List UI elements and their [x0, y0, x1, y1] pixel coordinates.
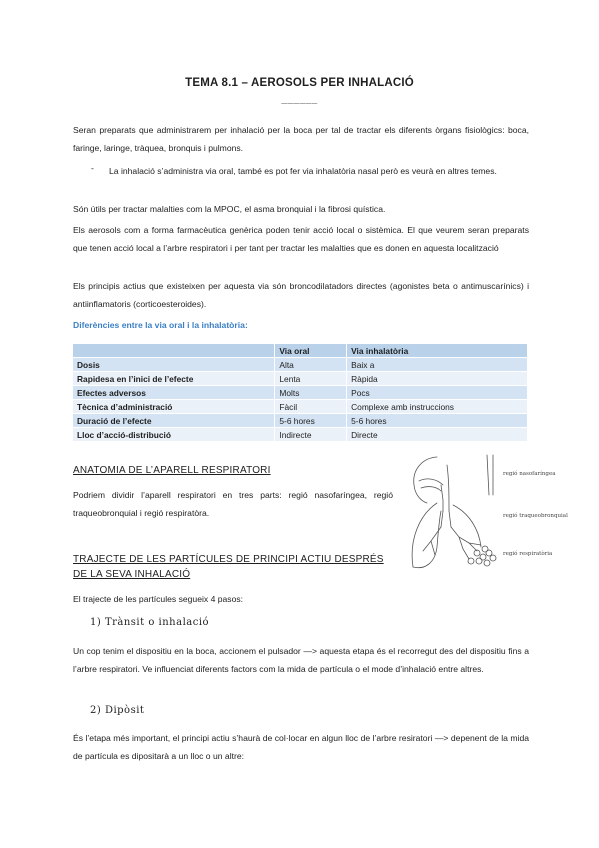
- alveoli-cluster: [468, 546, 496, 566]
- differences-table: [73, 344, 528, 442]
- trajectory-intro: El trajecte de les partícules segueix 4 pasos:: [73, 594, 244, 604]
- row-label: Tècnica d’administració: [73, 400, 275, 414]
- table-row: [73, 386, 528, 400]
- trachea: [441, 511, 451, 527]
- table-row: [73, 414, 528, 428]
- table-cell: Alta: [275, 358, 347, 372]
- left-lung: [412, 503, 441, 568]
- intro-paragraph-2: Són útils per tractar malalties com la MPOC, el asma bronquial i la fibrosi quística.: [73, 204, 386, 214]
- table-cell: 5-6 hores: [347, 414, 528, 428]
- table-cell: Pocs: [347, 386, 528, 400]
- pharynx: [441, 465, 449, 511]
- table-header-cell: Via inhalatòria: [347, 344, 528, 358]
- table-row: [73, 428, 528, 442]
- trajectory-heading-line-1: TRAJECTE DE LES PARTÍCULES DE PRINCIPI ACTIU DESPRÉS: [73, 554, 384, 565]
- row-label: Efectes adversos: [73, 386, 275, 400]
- row-label: Duració de l’efecte: [73, 414, 275, 428]
- step-2-text: És l’etapa més important, el principi actiu s’haurà de col·locar en algun lloc de l’arbre resiratori —> depenent de la mida de partícula es dipositarà a un lloc o un altre:: [73, 733, 529, 761]
- table-cell: Ràpida: [347, 372, 528, 386]
- intro-paragraph-3: Els aerosols com a forma farmacèutica genèrica poden tenir acció local o sistèmica. El que veurem seran preparats que tenen acció local a l’arbre respiratori i per tant per tractar les malalties que es donen en aquesta localització: [73, 225, 529, 253]
- diagram-label-respiratory: regió respiratòria: [503, 551, 553, 557]
- title-underline: ______: [281, 94, 318, 105]
- anatomy-text: Podriem dividir l’aparell respiratori en tres parts: regió nasofaríngea, regió traqueobronquial i regió respiratòra.: [73, 490, 393, 518]
- diagram-label-nasopharyngeal: regió nasofaríngea: [503, 471, 556, 477]
- bronchi: [423, 527, 481, 559]
- table-cell: Fàcil: [275, 400, 347, 414]
- table-cell: Molts: [275, 386, 347, 400]
- table-header-cell: [73, 344, 275, 358]
- nasal-cavity: [419, 479, 443, 491]
- page-title: TEMA 8.1 – AEROSOLS PER INHALACIÓ: [185, 77, 414, 89]
- intro-paragraph-1: Seran preparats que administrarem per inhalació per la boca per tal de tractar els diferents òrgans fisiològics: boca, faringe, laringe, tràquea, bronquis i pulmons.: [73, 125, 529, 153]
- table-header-row: [73, 344, 528, 358]
- table-cell: 5-6 hores: [275, 414, 347, 428]
- step-1-text: Un cop tenim el dispositiu en la boca, accionem el pulsador —> aquesta etapa és el recorregut des del dispositiu fins a l’arbre respiratori. Ve influenciat diferents factors com la mida de partícula o el mode d’inhalació entre altres.: [73, 646, 529, 674]
- table-cell: Indirecte: [275, 428, 347, 442]
- diagram-label-tracheobronchial: regió traqueobronquial: [503, 513, 568, 519]
- row-label: Rapidesa en l’inici de l’efecte: [73, 372, 275, 386]
- table-row: [73, 400, 528, 414]
- right-lung: [453, 505, 481, 547]
- bullet-marker: -: [91, 163, 94, 173]
- bullet-text: La inhalació s’administra via oral, també es pot fer via inhalatòria nasal però es veurà en altres temes.: [109, 166, 497, 176]
- differences-heading: Diferències entre la via oral i la inhalatòria:: [73, 320, 248, 330]
- row-label: Dosis: [73, 358, 275, 372]
- table-cell: Directe: [347, 428, 528, 442]
- table-row: [73, 358, 528, 372]
- trajectory-heading-line-2: DE LA SEVA INHALACIÓ: [73, 569, 191, 580]
- intro-paragraph-4: Els principis actius que existeixen per aquesta via són broncodilatadors directes (agonistes beta o antimuscarínics) i antiinflamatoris (corticoesteroides).: [73, 281, 529, 309]
- table-row: [73, 372, 528, 386]
- table-cell: Complexe amb instruccions: [347, 400, 528, 414]
- step-2-title: 2) Dipòsit: [90, 705, 145, 716]
- respiratory-tract-diagram: [397, 455, 568, 585]
- table-cell: Baix a: [347, 358, 528, 372]
- airway-line: [487, 455, 493, 495]
- table-header-cell: Via oral: [275, 344, 347, 358]
- table-cell: Lenta: [275, 372, 347, 386]
- step-1-title: 1) Trànsit o inhalació: [90, 617, 210, 628]
- row-label: Lloc d’acció-distribució: [73, 428, 275, 442]
- anatomy-heading: ANATOMIA DE L’APARELL RESPIRATORI: [73, 465, 271, 476]
